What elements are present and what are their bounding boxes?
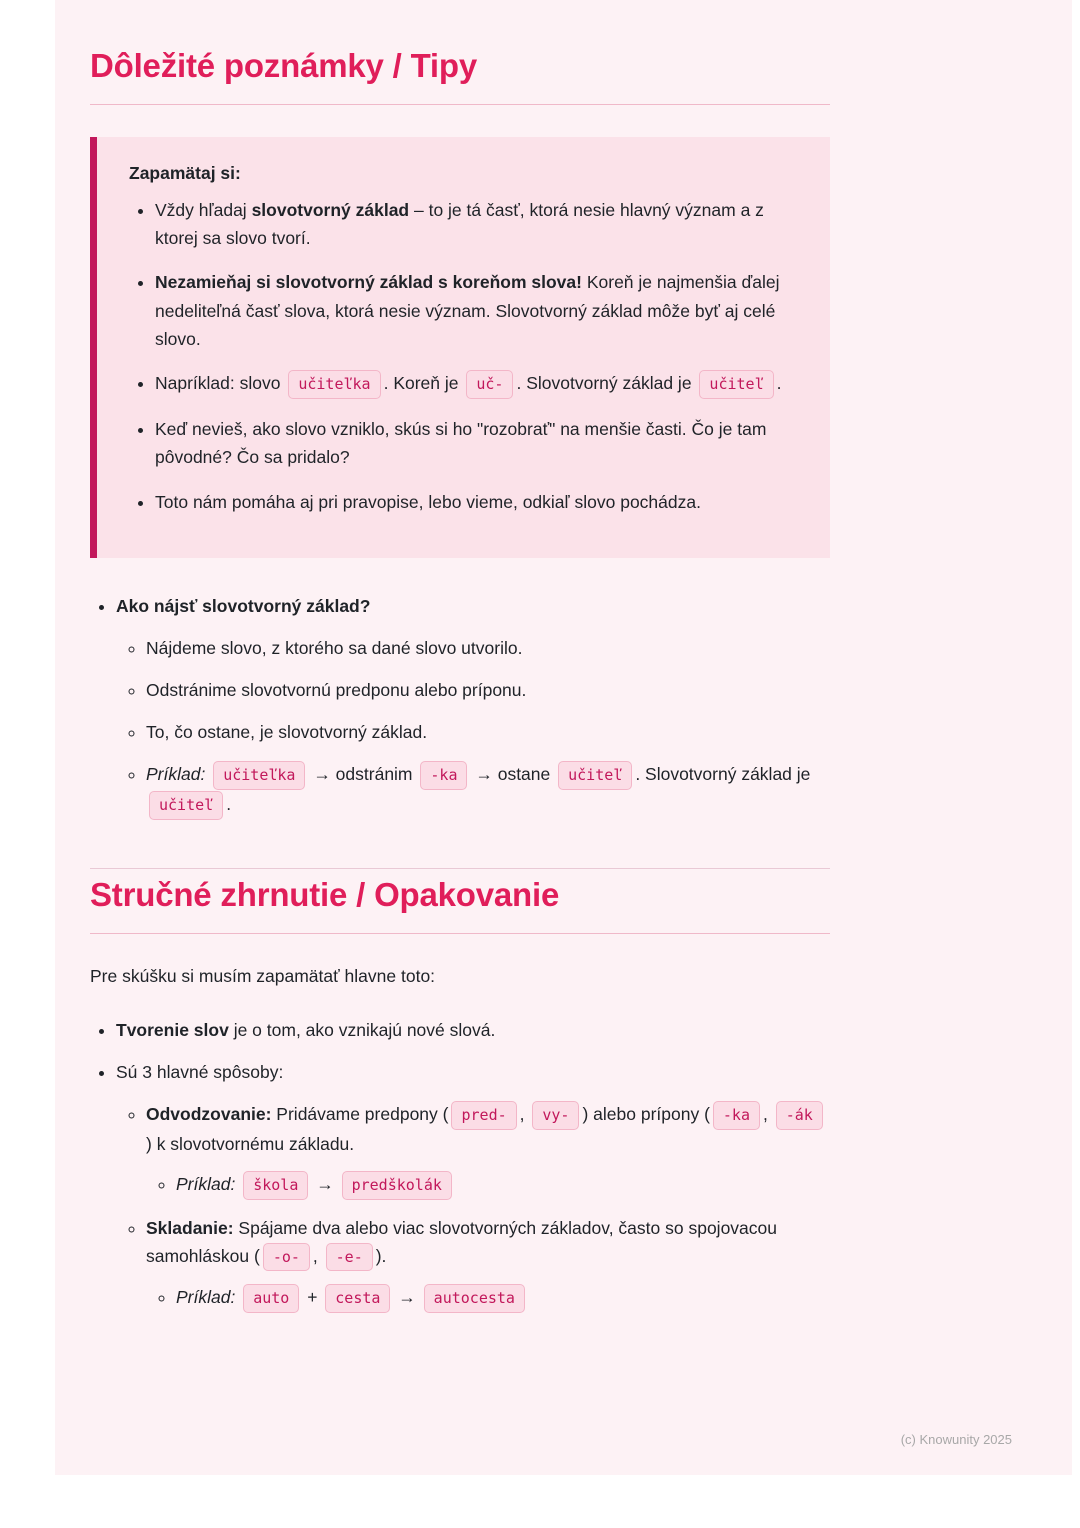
section-divider — [90, 868, 830, 869]
example-list — [146, 1170, 830, 1200]
inline-code: -o- — [263, 1243, 310, 1272]
callout-heading: Zapamätaj si: — [129, 162, 241, 183]
list-item: • Toto nám pomáha aj pri pravopise, lebo vieme, odkiaľ slovo pochádza. — [155, 488, 800, 516]
summary-title-divider — [90, 933, 830, 934]
inline-code: cesta — [325, 1284, 390, 1313]
inline-code: učiteľka — [213, 761, 305, 790]
list-item: ◦ To, čo ostane, je slovotvorný základ. — [146, 718, 830, 746]
example-label: Príklad: — [176, 1173, 241, 1194]
list-item: ◦ Príklad: škola → predškolák — [176, 1170, 830, 1200]
list-item: • Tvorenie slov je o tom, ako vznikajú nové slová. — [116, 1016, 830, 1044]
callout-remember — [90, 137, 830, 559]
list-item: • Napríklad: slovo učiteľka . Koreň je uč- . Slovotvorný základ je učiteľ . — [155, 369, 800, 399]
inline-code: škola — [243, 1171, 308, 1200]
page-sheet — [55, 0, 1080, 1475]
inline-code: učiteľ — [699, 370, 773, 399]
example-label: Príklad: — [176, 1287, 241, 1308]
inline-code: učiteľ — [149, 791, 223, 820]
list-item: ◦ Odstránime slovotvornú predponu alebo príponu. — [146, 676, 830, 704]
list-item — [116, 592, 830, 820]
title-divider — [90, 104, 830, 105]
list-item: • Sú 3 hlavné spôsoby: ◦ Odvodzovanie: Pridávame predpony ( pred- , vy- ) alebo prípony ( -ka , -ák) k slovotvornému základu. ◦ Príklad: škola → predškolák ◦ Skladanie: Spájame dva alebo viac slovotvorných základov, často so spojovacou samohláskou ( -o- , -e- ). ◦ Príklad: auto + cesta → autocesta — [116, 1058, 830, 1313]
example-list — [146, 1283, 830, 1313]
callout-list — [129, 196, 800, 517]
page-content — [90, 46, 830, 1313]
list-item: • Nezamieňaj si slovotvorný základ s koreňom slova! Koreň je najmenšia ďalej nedeliteľná časť slova, ktorá nesie význam. Slovotvorný základ môže byť aj celé slovo. — [155, 268, 800, 353]
list-item: ◦ Skladanie: Spájame dva alebo viac slovotvorných základov, často so spojovacou samohláskou ( -o- , -e- ). ◦ Príklad: auto + cesta → autocesta — [146, 1214, 830, 1314]
emphasis-text: Odvodzovanie: — [146, 1104, 272, 1125]
inline-code: vy- — [532, 1101, 579, 1130]
inline-code: -e- — [326, 1243, 373, 1272]
sub-list — [116, 1100, 830, 1313]
list-item: • Keď nevieš, ako slovo vzniklo, skús si ho "rozobrať" na menšie časti. Čo je tam pôvodné? Čo sa pridalo? — [155, 415, 800, 472]
emphasis-text: slovotvorný základ — [251, 199, 410, 220]
list-item: ◦ Príklad: učiteľka → odstránim -ka → ostane učiteľ . Slovotvorný základ je učiteľ . — [146, 760, 830, 820]
copyright-notice: (c) Knowunity 2025 — [900, 1432, 1012, 1447]
summary-list — [90, 1016, 830, 1314]
how-to-find-list — [90, 592, 830, 820]
emphasis-text: Tvorenie slov — [116, 1019, 229, 1040]
how-to-find-heading: Ako nájsť slovotvorný základ? — [116, 596, 371, 617]
inline-code: autocesta — [424, 1284, 525, 1313]
list-item: • Vždy hľadaj slovotvorný základ – to je tá časť, ktorá nesie hlavný význam a z ktorej sa slovo tvorí. — [155, 196, 800, 253]
inline-code: auto — [243, 1284, 299, 1313]
inline-code: predškolák — [342, 1171, 452, 1200]
inline-code: -ák — [776, 1101, 823, 1130]
emphasis-text: Nezamieňaj si slovotvorný základ s koreňom slova! — [155, 272, 582, 293]
inline-code: -ka — [420, 761, 467, 790]
summary-intro: Pre skúšku si musím zapamätať hlavne toto: — [90, 965, 436, 986]
inline-code: -ka — [713, 1101, 760, 1130]
list-item: ◦ Príklad: auto + cesta → autocesta — [176, 1283, 830, 1313]
inline-code: pred- — [451, 1101, 516, 1130]
summary-title: Stručné zhrnutie / Opakovanie — [90, 875, 560, 913]
list-item: ◦ Nájdeme slovo, z ktorého sa dané slovo utvorilo. — [146, 634, 830, 662]
page-title: Dôležité poznámky / Tipy — [90, 47, 478, 84]
list-item: ◦ Odvodzovanie: Pridávame predpony ( pred- , vy- ) alebo prípony ( -ka , -ák) k slovotvornému základu. ◦ Príklad: škola → predškolák — [146, 1100, 830, 1200]
page-right-margin — [1072, 0, 1080, 1475]
emphasis-text: Skladanie: — [146, 1217, 234, 1238]
inline-code: učiteľka — [288, 370, 380, 399]
inline-code: učiteľ — [558, 761, 632, 790]
inline-code: uč- — [466, 370, 513, 399]
steps-list — [116, 634, 830, 820]
example-label: Príklad: — [146, 764, 211, 785]
